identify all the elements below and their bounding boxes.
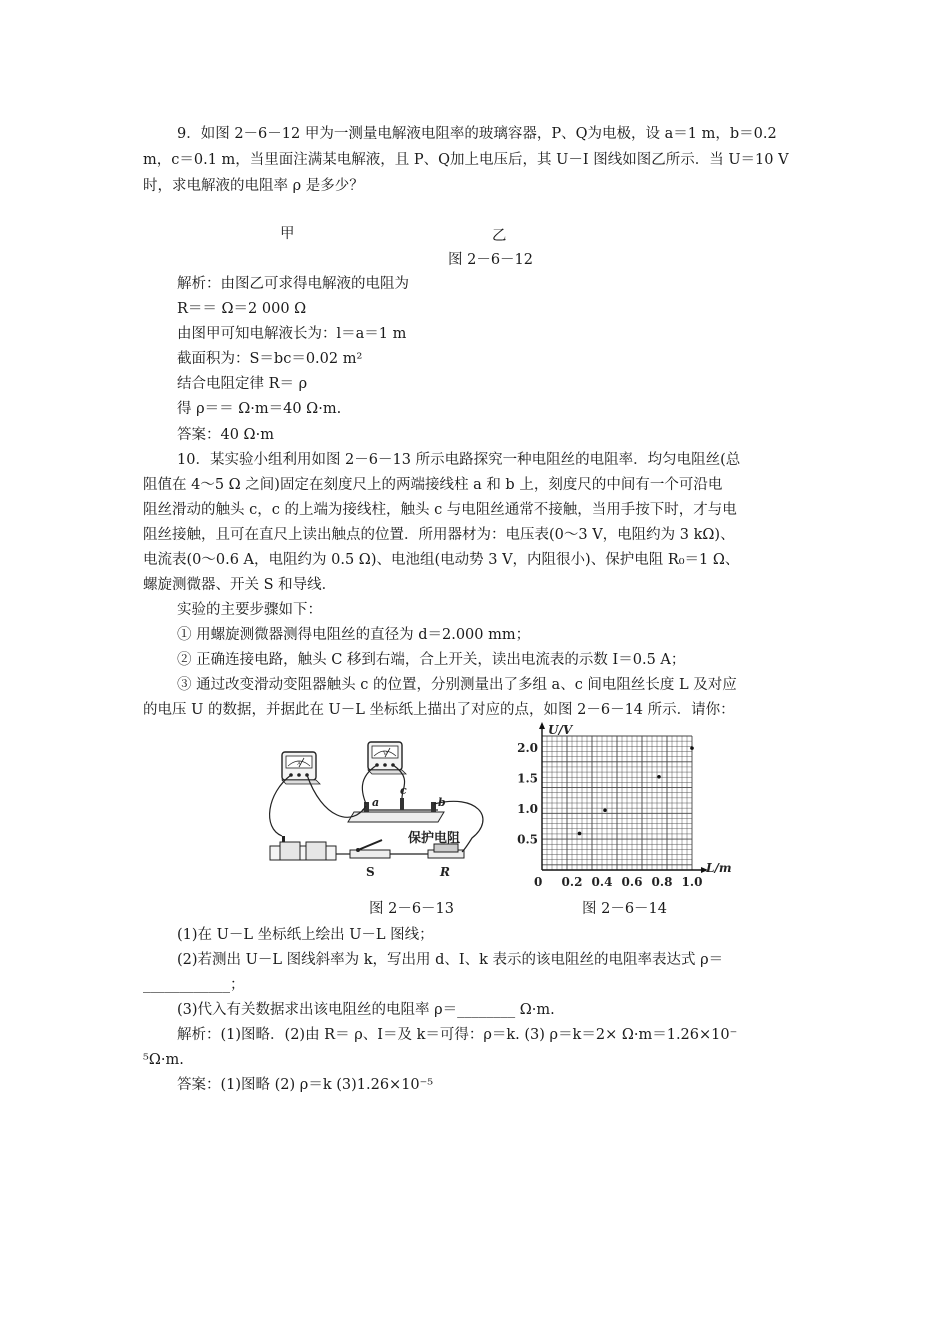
- x-tick-label: 0.8: [651, 875, 673, 889]
- protective-resistor-icon: [428, 844, 464, 858]
- origin-label: 0: [534, 875, 543, 889]
- data-point: [603, 809, 607, 813]
- q10-part-2b: ____________；: [143, 977, 245, 993]
- y-axis-label: U/V: [548, 723, 573, 737]
- y-tick-label: 2.0: [517, 741, 538, 756]
- chart-axes: [539, 722, 708, 873]
- q9-line-1: 9．如图 2－6－12 甲为一测量电解液电阻率的玻璃容器，P、Q为电极，设 a＝1 m，b＝0.2: [177, 126, 777, 142]
- q10-part-2a: (2)若测出 U－L 图线斜率为 k，写出用 d、I、k 表示的该电阻丝的电阻率表达式 ρ＝: [177, 952, 724, 968]
- y-tick-label: 0.5: [517, 832, 538, 847]
- q9-solution-5: 结合电阻定律 R＝ ρ: [177, 376, 308, 392]
- q10-line-5: 电流表(0～0.6 A，电阻约为 0.5 Ω)、电池组(电动势 3 V，内阻很小)、保护电阻 R₀＝1 Ω、: [143, 552, 740, 568]
- chart-grid: [542, 736, 692, 870]
- contact-c-label: c: [400, 784, 407, 797]
- data-point: [657, 775, 661, 779]
- q10-steps-intro: 实验的主要步骤如下：: [177, 602, 322, 618]
- q10-line-1: 10．某实验小组利用如图 2－6－13 所示电路探究一种电阻丝的电阻率．均匀电阻丝(总: [177, 452, 741, 468]
- q9-solution-1: 解析：由图乙可求得电解液的电阻为: [177, 276, 409, 292]
- x-tick-label: 1.0: [681, 875, 703, 889]
- q9-line-2: m，c＝0.1 m，当里面注满某电解液，且 P、Q加上电压后，其 U－I 图线如图乙所示．当 U＝10 V: [143, 152, 789, 168]
- y-axis-arrow: [539, 722, 545, 729]
- q9-solution-3: 由图甲可知电解液长为：l＝a＝1 m: [177, 326, 407, 342]
- u-l-chart: [508, 722, 738, 894]
- q9-line-3: 时，求电解液的电阻率 ρ 是多少？: [143, 178, 364, 194]
- x-tick-label: 0.4: [591, 875, 613, 889]
- q10-answer: 答案：(1)图略 (2) ρ＝k (3)1.26×10⁻⁵: [177, 1077, 434, 1093]
- chart-tick-labels: [517, 741, 702, 889]
- q10-line-2: 阻值在 4～5 Ω 之间)固定在刻度尺上的两端接线柱 a 和 b 上，刻度尺的中间有一个可沿电: [143, 477, 723, 493]
- x-tick-label: 0.6: [621, 875, 643, 889]
- q10-step-3b: 的电压 U 的数据，并据此在 U－L 坐标纸上描出了对应的点，如图 2－6－14 所示．请你：: [143, 702, 735, 718]
- fig-caption-2-6-14: 图 2－6－14: [582, 901, 668, 917]
- label-yi: 乙: [492, 228, 507, 244]
- circuit-diagram: [262, 738, 502, 888]
- chart-points: [578, 746, 694, 835]
- x-tick-label: 0.2: [561, 875, 583, 889]
- terminal-a-label: a: [372, 796, 380, 809]
- q10-solution-2: ⁵Ω·m.: [143, 1052, 184, 1068]
- terminal-b-label: b: [438, 796, 446, 809]
- label-jia: 甲: [280, 226, 295, 242]
- q10-step-3a: ③ 通过改变滑动变阻器触头 c 的位置，分别测量出了多组 a、c 间电阻丝长度 L 及对应: [177, 677, 737, 693]
- data-point: [578, 832, 582, 836]
- q10-step-2: ② 正确连接电路，触头 C 移到右端，合上开关，读出电流表的示数 I＝0.5 A；: [177, 652, 686, 668]
- voltmeter-icon: [368, 742, 406, 774]
- q10-line-3: 阻丝滑动的触头 c，c 的上端为接线柱，触头 c 与电阻丝通常不接触，当用手按下时，才与电: [143, 502, 737, 518]
- q10-step-1: ① 用螺旋测微器测得电阻丝的直径为 d＝2.000 mm；: [177, 627, 531, 643]
- q9-solution-6: 得 ρ＝＝ Ω·m＝40 Ω·m.: [177, 401, 342, 417]
- q10-part-3: (3)代入有关数据求出该电阻丝的电阻率 ρ＝________ Ω·m.: [177, 1002, 555, 1018]
- ammeter-label: A: [297, 761, 301, 767]
- q9-solution-4: 截面积为：S＝bc＝0.02 m²: [177, 351, 363, 367]
- y-tick-label: 1.0: [517, 802, 538, 817]
- q9-solution-2: R＝＝ Ω＝2 000 Ω: [177, 301, 307, 317]
- resistor-r-label: R: [440, 865, 450, 879]
- voltmeter-label: V: [383, 751, 387, 757]
- fig-caption-2-6-12: 图 2－6－12: [448, 252, 534, 268]
- fig-caption-2-6-13: 图 2－6－13: [369, 901, 455, 917]
- x-axis-label: L/m: [706, 861, 732, 875]
- y-tick-label: 1.5: [517, 771, 538, 786]
- protective-resistor-label: 保护电阻: [408, 831, 461, 846]
- q10-line-6: 螺旋测微器、开关 S 和导线．: [143, 577, 337, 593]
- data-point: [690, 746, 694, 750]
- ammeter-icon: [282, 752, 320, 784]
- q10-solution-1: 解析：(1)图略．(2)由 R＝ ρ、I＝及 k＝可得：ρ＝k. (3) ρ＝k＝2× Ω·m＝1.26×10⁻: [177, 1027, 738, 1043]
- q10-part-1: (1)在 U－L 坐标纸上绘出 U－L 图线；: [177, 927, 434, 943]
- q9-answer: 答案：40 Ω·m: [177, 427, 274, 443]
- q10-line-4: 阻丝接触，且可在直尺上读出触点的位置．所用器材为：电压表(0～3 V，电阻约为 3 kΩ)、: [143, 527, 735, 543]
- switch-s-label: S: [366, 865, 375, 879]
- battery-icon: [270, 836, 336, 860]
- switch-icon: [350, 840, 390, 858]
